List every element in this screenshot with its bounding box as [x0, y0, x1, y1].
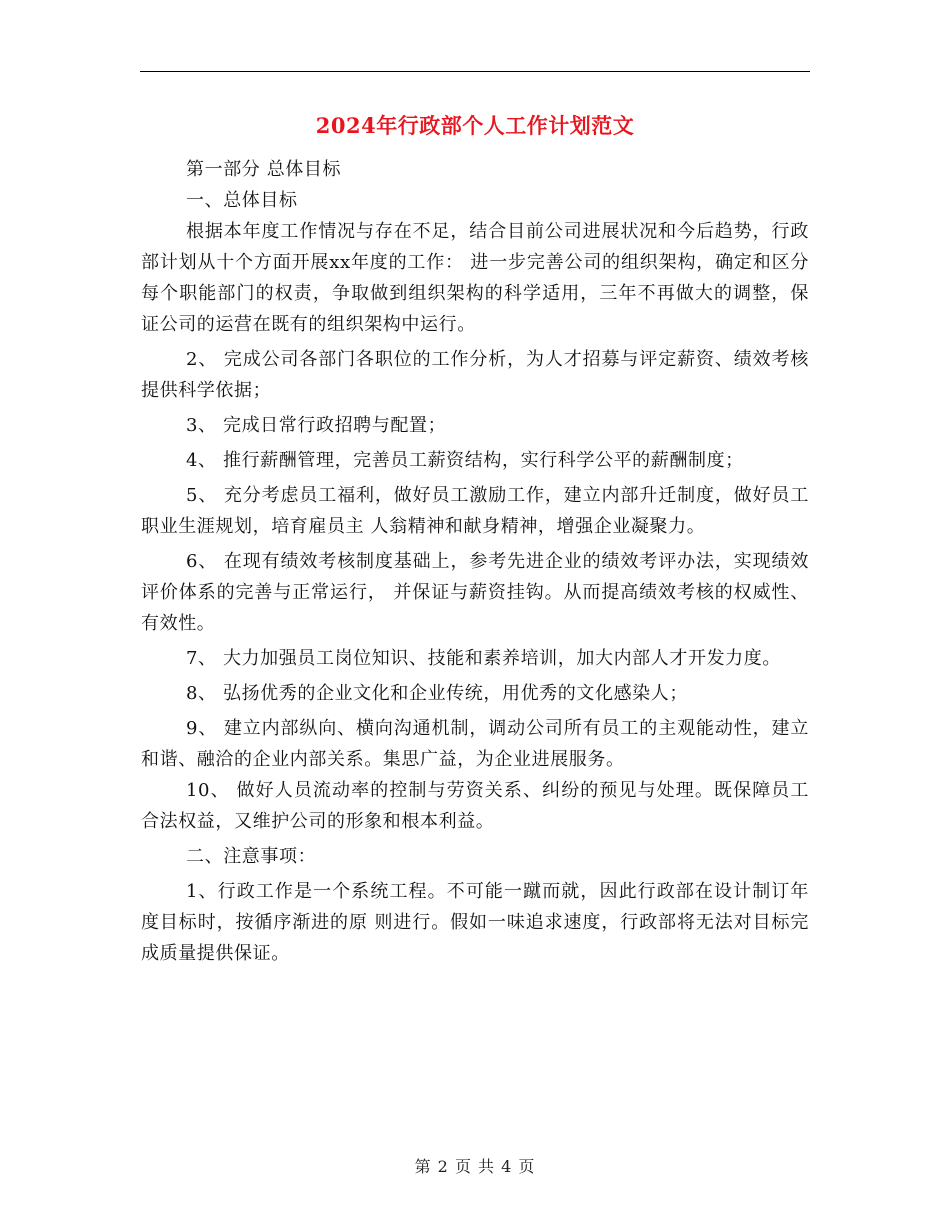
document-body	[141, 154, 809, 973]
paragraph: 6、 在现有绩效考核制度基础上，参考先进企业的绩效考评办法，实现绩效评价体系的完善与正常运行， 并保证与薪资挂钩。从而提高绩效考核的权威性、有效性。	[141, 551, 809, 634]
subsection-heading: 一、总体目标	[186, 190, 298, 211]
paragraph: 根据本年度工作情况与存在不足，结合目前公司进展状况和今后趋势，行政部计划从十个方面开展xx年度的工作： 进一步完善公司的组织架构，确定和区分每个职能部门的权责，争取做到组织架构的科学适用，三年不再做大的调整，保证公司的运营在既有的组织架构中运行。	[141, 221, 809, 335]
page-number: 第 2 页 共 4 页	[414, 1157, 536, 1176]
subsection-heading: 二、注意事项：	[186, 846, 317, 867]
paragraph: 1、行政工作是一个系统工程。不可能一蹴而就，因此行政部在设计制订年度目标时，按循序渐进的原 则进行。假如一味追求速度，行政部将无法对目标完成质量提供保证。	[141, 881, 809, 964]
paragraph: 3、 完成日常行政招聘与配置；	[186, 415, 447, 436]
paragraph: 8、 弘扬优秀的企业文化和企业传统，用优秀的文化感染人；	[186, 683, 688, 704]
paragraph: 5、 充分考虑员工福利，做好员工激励工作，建立内部升迁制度，做好员工职业生涯规划，培育雇员主 人翁精神和献身精神，增强企业凝聚力。	[141, 485, 809, 537]
paragraph: 7、 大力加强员工岗位知识、技能和素养培训，加大内部人才开发力度。	[186, 648, 781, 669]
paragraph: 9、 建立内部纵向、横向沟通机制，调动公司所有员工的主观能动性，建立和谐、融洽的企业内部关系。集思广益，为企业进展服务。	[141, 718, 809, 770]
document-title: 2024年行政部个人工作计划范文	[315, 113, 635, 138]
header-rule	[140, 71, 810, 72]
paragraph: 2、 完成公司各部门各职位的工作分析，为人才招募与评定薪资、绩效考核提供科学依据；	[141, 349, 809, 401]
paragraph: 4、 推行薪酬管理，完善员工薪资结构，实行科学公平的薪酬制度；	[186, 450, 744, 471]
section-heading: 第一部分 总体目标	[186, 159, 342, 180]
paragraph: 10、 做好人员流动率的控制与劳资关系、纠纷的预见与处理。既保障员工合法权益，又维护公司的形象和根本利益。	[141, 780, 809, 832]
